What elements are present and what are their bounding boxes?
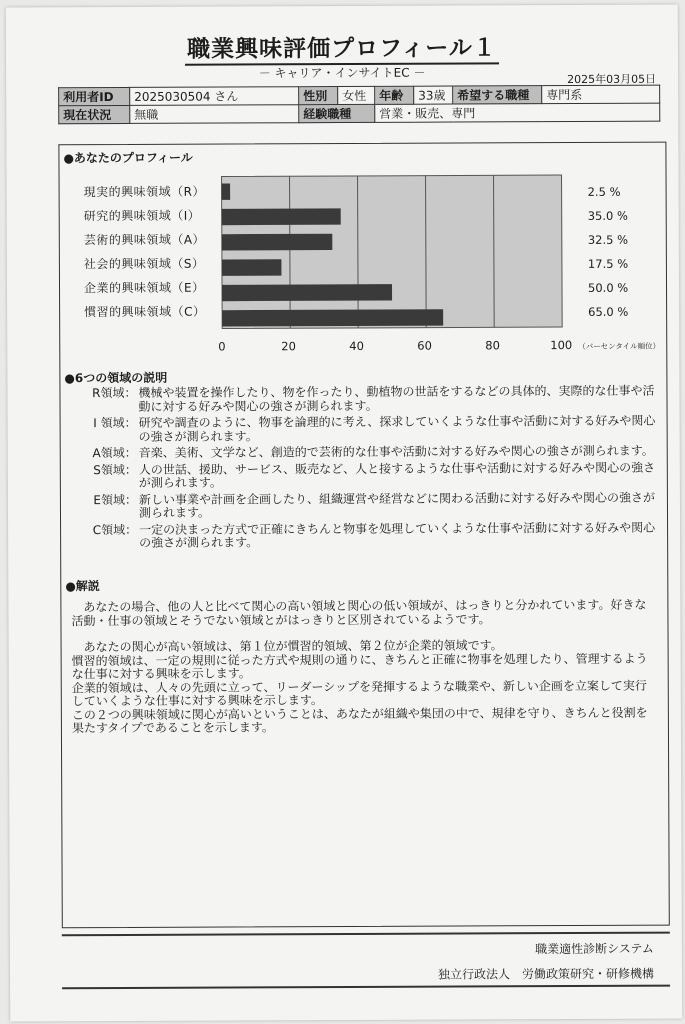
chart-category-label: 芸術的興味領域（A） bbox=[83, 232, 206, 248]
chart-bar bbox=[222, 259, 282, 276]
chart-gridline bbox=[426, 176, 427, 328]
chart-category-label: 現実的興味領域（R） bbox=[83, 184, 205, 200]
commentary-paragraph: 慣習的領域は、一定の規則に従った方式や規則の通りに、きちんと正確に物事を処理したり、管理するような仕事に対する興味を示します。 bbox=[71, 651, 648, 682]
chart-category-label: 慣習的興味領域（C） bbox=[84, 304, 206, 320]
chart-bar bbox=[222, 234, 333, 251]
footer-rule-bottom bbox=[62, 985, 670, 989]
page-title: 職業興味評価プロフィール１ bbox=[6, 29, 678, 65]
chart-x-tick: 80 bbox=[485, 338, 500, 353]
chart-plot-background bbox=[222, 175, 563, 328]
chart-value-label: 35.0 % bbox=[587, 208, 628, 223]
domain-text: 音楽、美術、文学など、創造的で芸術的な仕事や活動に対する好みや関心の強さが測られます。 bbox=[138, 443, 654, 460]
chart-gridline bbox=[358, 176, 359, 328]
chart-bar bbox=[222, 309, 443, 326]
domain-item bbox=[81, 415, 661, 445]
experience-label: 経験職種 bbox=[299, 104, 375, 122]
commentary-paragraph: 企業的領域は、人々の先頭に立って、リーダーシップを発揮するような職業や、新しい企画を立案して実行していくような仕事に対する興味を示します。 bbox=[71, 678, 647, 709]
chart-bar bbox=[222, 208, 341, 225]
result-box bbox=[58, 142, 669, 929]
chart-bar bbox=[222, 284, 392, 301]
age-label: 年齢 bbox=[375, 86, 414, 104]
domain-item bbox=[80, 385, 660, 415]
page-subtitle: － キャリア・インサイトEC － bbox=[258, 65, 426, 81]
user-id-label: 利用者ID bbox=[59, 87, 130, 105]
domain-item bbox=[81, 521, 661, 551]
domain-text: 研究や調査のように、物事を論理的に考え、探求していくような仕事や活動に対する好みや関心の強さが測られます。 bbox=[138, 413, 656, 444]
chart-value-label: 17.5 % bbox=[587, 256, 629, 271]
chart-category-label: 社会的興味領域（S） bbox=[83, 256, 205, 272]
chart-value-label: 32.5 % bbox=[587, 232, 629, 247]
domain-label: S領域： bbox=[93, 462, 137, 477]
chart-value-label: 2.5 % bbox=[587, 184, 621, 199]
domain-label: R領域： bbox=[92, 385, 137, 401]
domain-item bbox=[81, 461, 661, 491]
footer-system-name: 職業適性診断システム bbox=[535, 941, 654, 957]
report-date: 2025年03月05日 bbox=[567, 72, 657, 87]
status-value: 無職 bbox=[130, 105, 299, 124]
chart-plot-area bbox=[59, 143, 666, 346]
report-sheet bbox=[6, 5, 682, 1022]
domain-text: 機械や装置を操作したり、物を作ったり、動植物の世話をするなどの具体的、実際的な仕事や活動に対する好みや関心の強さが測られます。 bbox=[138, 383, 655, 414]
user-info-table bbox=[58, 85, 660, 125]
gender-value: 女性 bbox=[338, 86, 375, 104]
chart-x-tick: 20 bbox=[281, 339, 296, 354]
age-value: 33歳 bbox=[414, 86, 453, 104]
chart-bar bbox=[222, 183, 231, 199]
user-id-value: 2025030504 さん bbox=[130, 87, 299, 106]
chart-x-tick: 40 bbox=[349, 338, 364, 353]
desired-job-value: 専門系 bbox=[542, 85, 660, 104]
experience-value: 営業・販売、専門 bbox=[375, 103, 660, 122]
desired-job-label: 希望する職種 bbox=[453, 86, 542, 104]
chart-category-label: 企業的興味領域（E） bbox=[83, 280, 205, 296]
domain-item bbox=[81, 491, 661, 521]
chart-x-tick: 0 bbox=[218, 339, 226, 354]
domains-heading: ●6つの領域の説明 bbox=[64, 370, 168, 386]
chart-x-tick: 60 bbox=[417, 338, 432, 353]
domain-text: 一定の決まった方式で正確にきちんと物事を処理していくような仕事や活動に対する好みや関心の強さが測られます。 bbox=[139, 520, 656, 550]
chart-gridline bbox=[494, 175, 495, 327]
footer-organization: 独立行政法人 労働政策研究・研修機構 bbox=[437, 966, 655, 982]
chart-x-tick: 100 bbox=[550, 338, 573, 353]
commentary-heading: ●解説 bbox=[65, 579, 100, 594]
commentary-paragraph: この２つの興味領域に関心が高いということは、あなたが組織や集団の中で、規律を守り、きちんと役割を果たすタイプであることを示します。 bbox=[71, 705, 648, 736]
chart-value-label: 65.0 % bbox=[588, 304, 629, 319]
gender-label: 性別 bbox=[299, 87, 338, 105]
domain-label: A領域： bbox=[92, 445, 137, 461]
commentary-paragraph: あなたの関心が高い領域は、第１位が慣習的領域、第２位が企業的領域です。 bbox=[71, 638, 503, 655]
chart-category-label: 研究的興味領域（I） bbox=[83, 208, 201, 224]
domain-text: 新しい事業や計画を企画したり、組織運営や経営などに関わる活動に対する好みや関心の強さが測られます。 bbox=[138, 490, 655, 520]
profile-heading: ●あなたのプロフィール bbox=[63, 150, 193, 166]
chart-value-label: 50.0 % bbox=[587, 280, 629, 295]
commentary-body bbox=[71, 599, 654, 736]
domain-label: I 領域： bbox=[93, 415, 137, 431]
domain-item bbox=[81, 445, 661, 461]
domain-label: C領域： bbox=[92, 522, 138, 537]
domain-descriptions bbox=[80, 385, 661, 554]
chart-gridline bbox=[290, 176, 291, 328]
chart-x-axis-label: （パーセンタイル順位） bbox=[578, 341, 661, 351]
commentary-paragraph: あなたの場合、他の人と比べて関心の高い領域と関心の低い領域が、はっきりと分かれています。好きな活動・仕事の領域とそうでない領域とがはっきりと区別されているようです。 bbox=[71, 597, 647, 628]
domain-text: 人の世話、援助、サービス、販売など、人と接するような仕事や活動に対する好みや関心の強さが測られます。 bbox=[138, 460, 656, 490]
status-label: 現在状況 bbox=[59, 105, 130, 123]
footer-rule-top bbox=[62, 932, 670, 936]
domain-label: E領域： bbox=[93, 492, 137, 507]
